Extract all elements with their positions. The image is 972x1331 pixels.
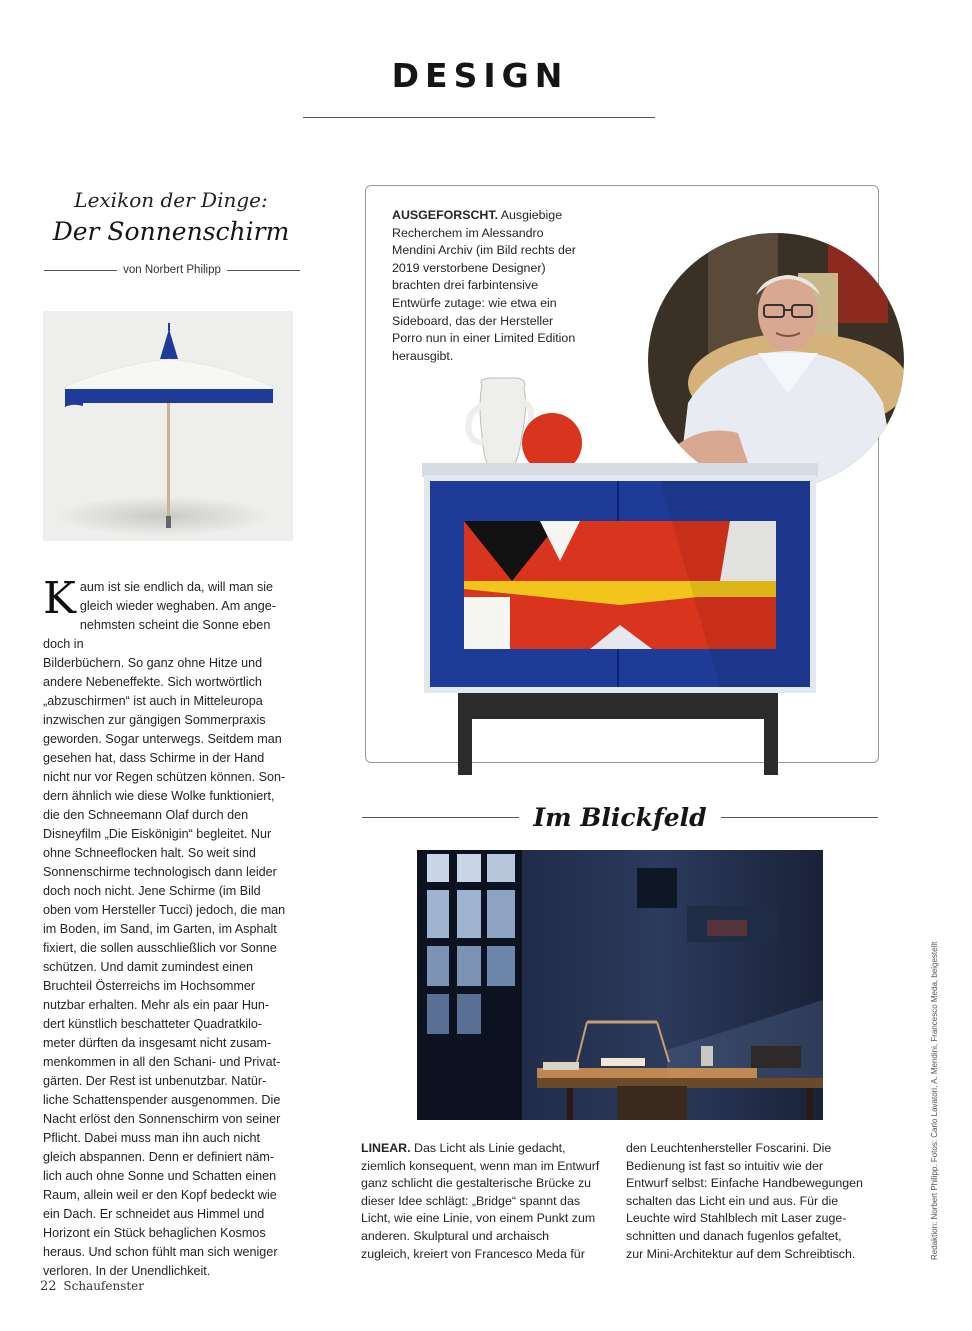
caption-line: ziemlich konsequent, wenn man im Entwurf xyxy=(361,1158,600,1173)
body-line: gleich wieder weghaben. Am ange- xyxy=(79,599,276,613)
body-line: Sonnenschirme technologisch dann leider xyxy=(43,865,277,879)
body-line: nehmsten scheint die Sonne eben doch in xyxy=(43,618,271,651)
caption-line: dieser Idee schlägt: „Bridge“ spannt das xyxy=(361,1193,581,1208)
body-line: meter dürften da insgesamt nicht zusam- xyxy=(43,1036,272,1050)
caption-line: Entwürfe zutage: wie etwa ein xyxy=(392,295,557,310)
caption-line: brachten drei farbintensive xyxy=(392,278,539,293)
caption-line: Das Licht als Linie gedacht, xyxy=(410,1141,566,1155)
body-line: dert künstlich beschatteter Quadratkilo- xyxy=(43,1017,263,1031)
body-line: geworden. Sogar unterwegs. Seitdem man xyxy=(43,732,282,746)
caption-line: Bedienung ist fast so intuitiv wie der xyxy=(626,1158,823,1173)
caption-line: Ausgiebige xyxy=(498,208,563,222)
blickfeld-heading-row xyxy=(362,803,878,832)
sideboard-photo xyxy=(420,375,820,780)
body-line: heraus. Und schon fühlt man sich weniger xyxy=(43,1245,278,1259)
body-line: die den Schneemann Olaf durch den xyxy=(43,808,249,822)
sideboard-illustration xyxy=(420,375,820,780)
title-divider xyxy=(303,117,655,118)
feature-caption-top xyxy=(392,207,597,365)
body-line: menkommen in all den Schani- und Privat- xyxy=(43,1055,281,1069)
body-line: Disneyfilm „Die Eiskönigin“ begleitet. Nur xyxy=(43,827,272,841)
lamp-room-photo xyxy=(417,850,823,1120)
feature-caption-bottom-col1 xyxy=(361,1140,613,1263)
caption-line: Entwurf selbst: Einfache Handbewegungen xyxy=(626,1176,863,1191)
body-line: Horizont ein Stück behaglichen Kosmos xyxy=(43,1226,266,1240)
body-line: Pflicht. Dabei muss man ihn auch nicht xyxy=(43,1131,260,1145)
photo-credits: Redaktion: Norbert Philipp. Fotos: Carlo Lavatori, A. Mendini, Francesco Meda, beigestellt xyxy=(930,941,939,1260)
caption-line: 2019 verstorbene Designer) xyxy=(392,260,546,275)
blickfeld-heading: Im Blickfeld xyxy=(533,803,707,832)
room-illustration xyxy=(417,850,823,1120)
caption-line: Leuchte wird Stahlblech mit Laser zuge- xyxy=(626,1211,847,1226)
feature-caption-bottom-col2 xyxy=(626,1140,882,1263)
body-line: Nacht erlöst den Sonnenschirm von seiner xyxy=(43,1112,281,1126)
body-line: liche Schattenspender ausgenommen. Die xyxy=(43,1093,281,1107)
caption-lead-linear: LINEAR. xyxy=(361,1141,411,1155)
body-line: gesehen hat, dass Schirme in der Hand xyxy=(43,751,265,765)
caption-line: zur Mini-Architektur auf dem Schreibtisch. xyxy=(626,1246,856,1261)
caption-line: Sideboard, das der Hersteller xyxy=(392,313,554,328)
article-kicker: Lexikon der Dinge: xyxy=(74,188,268,212)
body-line: im Boden, im Sand, im Garten, im Asphalt xyxy=(43,922,277,936)
body-line: „abzuschirmen“ ist auch in Mitteleuropa xyxy=(43,694,263,708)
heading-rule-right xyxy=(721,817,878,818)
caption-line: Licht, wie eine Linie, von einem Punkt zum xyxy=(361,1211,596,1226)
byline-rule-right xyxy=(227,270,300,271)
body-line: verloren. In der Unendlichkeit. xyxy=(43,1264,211,1278)
body-line: aum ist sie endlich da, will man sie xyxy=(79,580,274,594)
caption-line: schalten das Licht ein und aus. Für die xyxy=(626,1193,839,1208)
caption-line: schnitten und danach fugenlos gefaltet, xyxy=(626,1228,842,1243)
umbrella-photo xyxy=(43,311,293,541)
body-line: schützen. Und damit zumindest einen xyxy=(43,960,254,974)
body-line: ein Dach. Er schneidet aus Himmel und xyxy=(43,1207,265,1221)
body-line: Bruchteil Österreichs im Hochsommer xyxy=(43,979,256,993)
body-line: oben vom Hersteller Tucci) jedoch, die man xyxy=(43,903,286,917)
body-line: gärten. Der Rest ist unbenutzbar. Natür- xyxy=(43,1074,267,1088)
article-body xyxy=(43,573,301,1281)
caption-line: herausgibt. xyxy=(392,348,454,363)
byline-row xyxy=(44,264,300,276)
body-line: andere Nebeneffekte. Sich wortwörtlich xyxy=(43,675,262,689)
caption-lead: AUSGEFORSCHT. xyxy=(392,208,499,222)
body-line: gleich abspannen. Denn er definiert näm- xyxy=(43,1150,275,1164)
body-line: dern ähnlich wie diese Wolke funktioniert, xyxy=(43,789,275,803)
article-headline: Der Sonnenschirm xyxy=(52,217,290,246)
byline: von Norbert Philipp xyxy=(123,264,221,276)
body-line: lich auch ohne Sonne und Schatten einen xyxy=(43,1169,277,1183)
caption-line: Recherchem im Alessandro xyxy=(392,225,544,240)
page-number: 22 xyxy=(40,1279,57,1294)
body-line: Raum, allein weil er den Kopf bedeckt wie xyxy=(43,1188,277,1202)
byline-rule-left xyxy=(44,270,117,271)
body-line: inzwischen zur gängigen Sommerpraxis xyxy=(43,713,266,727)
dropcap: K xyxy=(43,573,76,624)
page-folio xyxy=(40,1279,144,1294)
body-line: nicht nur vor Regen schützen können. Son- xyxy=(43,770,286,784)
body-line: nutzbar erhalten. Mehr als ein paar Hun- xyxy=(43,998,270,1012)
caption-line: anderen. Skulptural und archaisch xyxy=(361,1228,550,1243)
publication-name: Schaufenster xyxy=(63,1279,145,1293)
caption-line: Porro nun in einer Limited Edition xyxy=(392,331,576,346)
body-line: ohne Schneeflocken halt. So weit sind xyxy=(43,846,256,860)
caption-line: den Leuchtenhersteller Foscarini. Die xyxy=(626,1141,832,1155)
body-line: Bilderbüchern. So ganz ohne Hitze und xyxy=(43,656,263,670)
heading-rule-left xyxy=(362,817,519,818)
body-line: fixiert, die sollen ausschließlich vor Sonne xyxy=(43,941,277,955)
caption-line: Mendini Archiv (im Bild rechts der xyxy=(392,243,576,258)
section-title: DESIGN xyxy=(391,56,569,95)
umbrella-illustration xyxy=(43,311,293,541)
body-line: doch noch nicht. Jene Schirme (im Bild xyxy=(43,884,261,898)
caption-line: zugleich, kreiert von Francesco Meda für xyxy=(361,1246,585,1261)
caption-line: ganz schlicht die gestalterische Brücke zu xyxy=(361,1176,592,1191)
